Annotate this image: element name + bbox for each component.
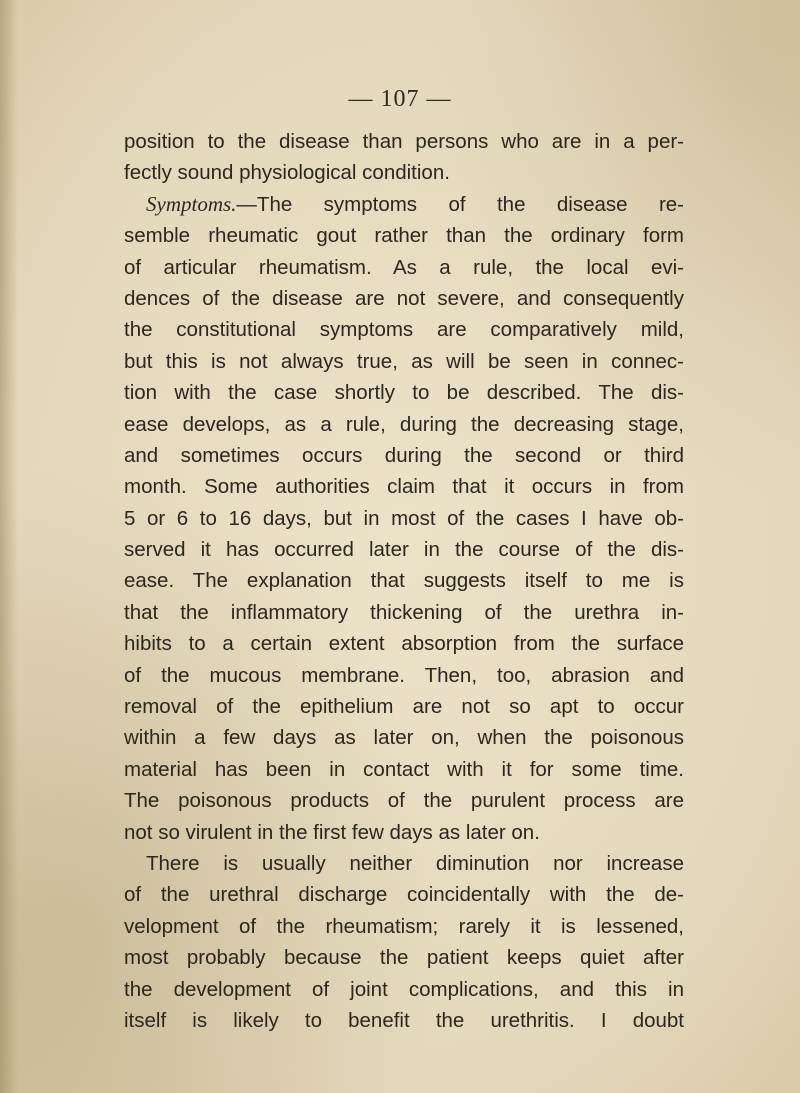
text-line: not so virulent in the first few days as later on. <box>124 820 540 844</box>
text-line: most probably because the patient keeps quiet after <box>124 946 684 970</box>
text-line: semble rheumatic gout rather than the ordinary form <box>124 224 684 248</box>
text-line: month. Some authorities claim that it occurs in from <box>124 475 684 499</box>
text-line: of articular rheumatism. As a rule, the local evi- <box>124 255 684 279</box>
text-line: position to the disease than persons who are in a per- <box>124 130 684 153</box>
text-line <box>124 189 684 220</box>
text-line: There is usually neither diminution nor increase <box>146 851 684 875</box>
text-line: of the mucous membrane. Then, too, abrasion and <box>124 663 684 687</box>
text-line: of the urethral discharge coincidentally with the de- <box>124 883 684 907</box>
text-line: The poisonous products of the purulent process are <box>124 789 684 813</box>
text-line: fectly sound physiological condition. <box>124 161 450 185</box>
text-line: removal of the epithelium are not so apt to occur <box>124 695 684 719</box>
text-line: dences of the disease are not severe, and consequently <box>124 286 684 310</box>
text-line: itself is likely to benefit the urethritis. I doubt <box>124 1008 684 1032</box>
text-line: and sometimes occurs during the second or third <box>124 443 684 467</box>
text-line: ease. The explanation that suggests itself to me is <box>124 569 684 593</box>
text-line: but this is not always true, as will be seen in connec- <box>124 349 684 373</box>
section-heading-symptoms: Symptoms. <box>146 191 237 216</box>
text-line: that the inflammatory thickening of the urethra in- <box>124 600 684 624</box>
text-line: material has been in contact with it for some time. <box>124 757 684 781</box>
text-line: hibits to a certain extent absorption from the surface <box>124 632 684 656</box>
text-line-rest: —The symptoms of the disease re- <box>236 192 684 216</box>
text-line: the development of joint complications, and this in <box>124 977 684 1001</box>
text-line: the constitutional symptoms are comparatively mild, <box>124 318 684 342</box>
text-line: within a few days as later on, when the poisonous <box>124 726 684 750</box>
text-line: 5 or 6 to 16 days, but in most of the cases I have ob- <box>124 506 684 530</box>
text-line: served it has occurred later in the course of the dis- <box>124 538 684 562</box>
text-line: velopment of the rheumatism; rarely it is lessened, <box>124 914 684 938</box>
page-number: — 107 — <box>348 86 452 112</box>
text-line: ease develops, as a rule, during the decreasing stage, <box>124 412 684 436</box>
body-text <box>124 126 684 1036</box>
page-binding-shadow <box>0 0 18 1093</box>
text-line: tion with the case shortly to be described. The dis- <box>124 381 684 405</box>
